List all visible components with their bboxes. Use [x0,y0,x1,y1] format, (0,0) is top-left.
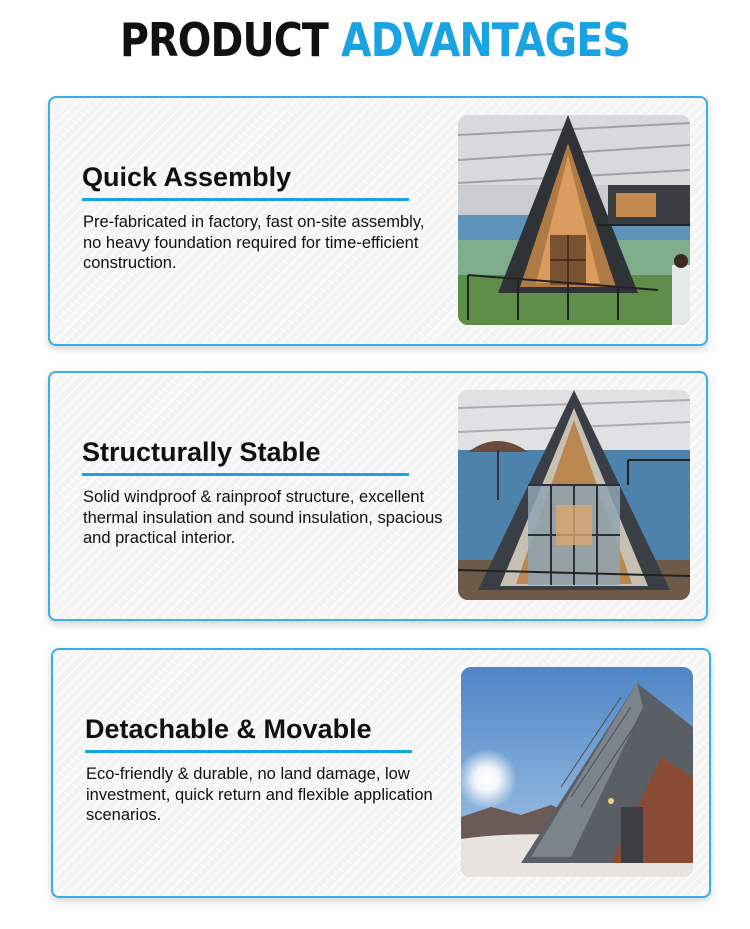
a-frame-house-indoor-exhibition-photo [458,115,690,325]
advantage-card-structurally-stable [48,371,708,621]
page-title [53,14,698,66]
a-frame-house-outdoor-winter-photo [461,667,693,877]
title-underline [82,473,409,476]
advantage-card-quick-assembly [48,96,708,346]
card-description: Pre-fabricated in factory, fast on-site assembly, no heavy foundation required for time-efficient construction. [83,213,425,272]
card-description: Solid windproof & rainproof structure, excellent thermal insulation and sound insulation, spacious and practical interior. [83,488,443,547]
advantage-card-detachable-movable [51,648,711,898]
page-title-word-advantages: ADVANTAGES [340,13,630,67]
card-description: Eco-friendly & durable, no land damage, low investment, quick return and flexible application scenarios. [86,765,433,824]
page-title-word-product: PRODUCT [119,13,329,67]
title-underline [82,198,409,201]
card-title: Quick Assembly [82,162,292,192]
card-title: Detachable & Movable [85,714,372,744]
title-underline [85,750,412,753]
a-frame-house-front-glass-facade-photo [458,390,690,600]
card-title: Structurally Stable [82,437,321,467]
